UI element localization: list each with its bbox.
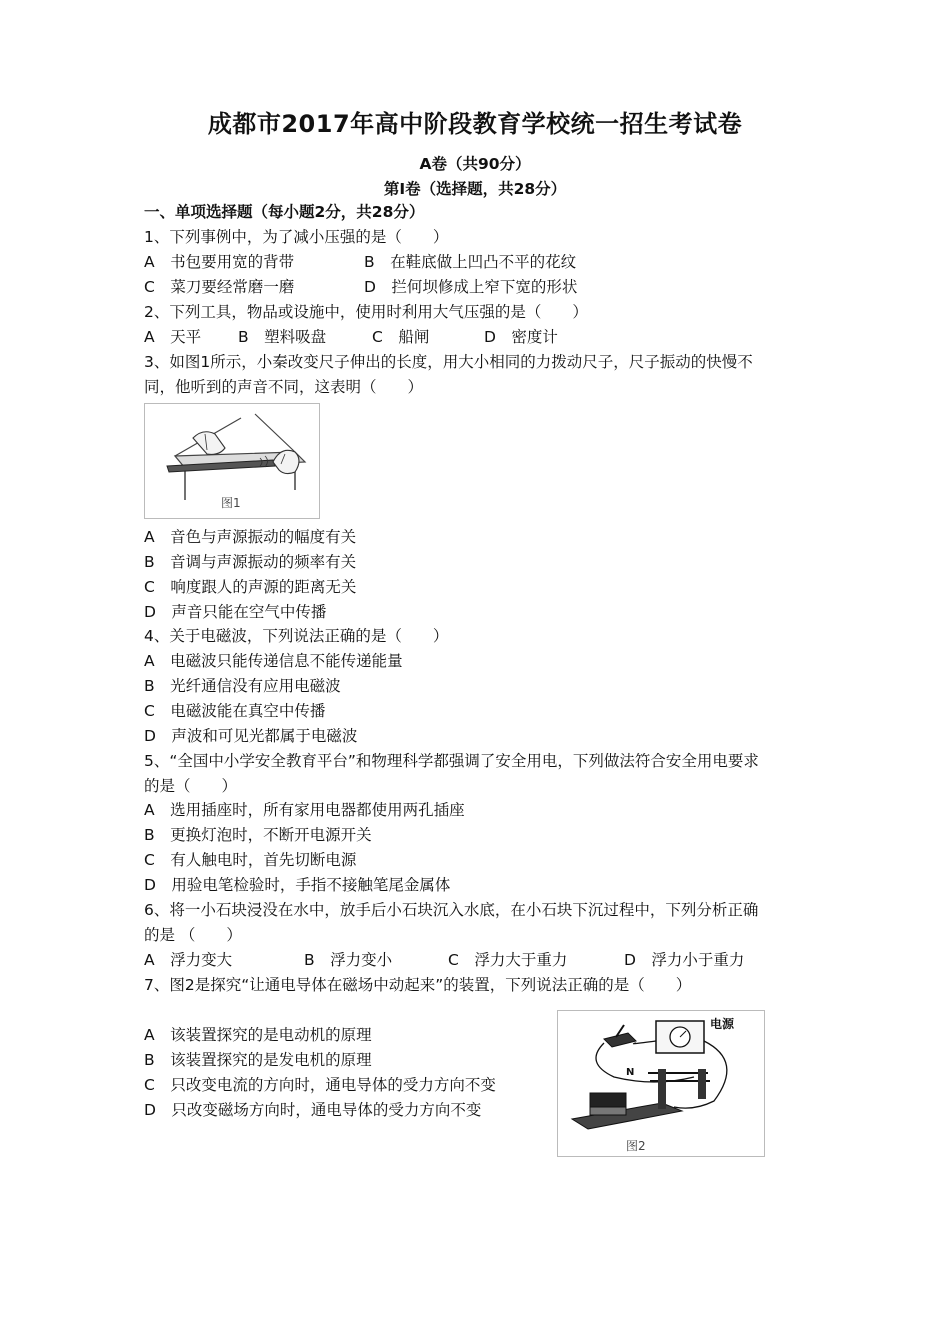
q2-stem: 2、下列工具，物品或设施中，使用时利用大气压强的是（ ） xyxy=(144,303,588,321)
q5-stem-line2: 的是（ ） xyxy=(144,777,238,795)
q3-option-a: A 音色与声源振动的幅度有关 xyxy=(144,528,357,546)
figure-2-power-label: 电源 xyxy=(710,1017,735,1031)
paper-a-heading: A卷（共90分） xyxy=(419,155,531,173)
q2-option-b: B 塑料吸盘 xyxy=(238,328,327,346)
q4-option-c: C 电磁波能在真空中传播 xyxy=(144,702,326,720)
q1-option-d: D 拦何坝修成上窄下宽的形状 xyxy=(364,278,578,296)
q5-stem-line1: 5、“全国中小学安全教育平台”和物理科学都强调了安全用电，下列做法符合安全用电要求 xyxy=(144,752,759,770)
q6-stem-line1: 6、将一小石块浸没在水中，放手后小石块沉入水底，在小石块下沉过程中，下列分析正确 xyxy=(144,901,759,919)
q4-stem: 4、关于电磁波，下列说法正确的是（ ） xyxy=(144,627,449,645)
motor-apparatus-illustration xyxy=(558,1011,764,1156)
figure-1-caption: 图1 xyxy=(221,496,241,510)
q2-option-d: D 密度计 xyxy=(484,328,558,346)
q1-option-c: C 菜刀要经常磨一磨 xyxy=(144,278,295,296)
q7-stem: 7、图2是探究“让通电导体在磁场中动起来”的装置，下列说法正确的是（ ） xyxy=(144,976,692,994)
q7-option-b: B 该装置探究的是发电机的原理 xyxy=(144,1051,372,1069)
q2-option-c: C 船闸 xyxy=(372,328,430,346)
q2-option-a: A 天平 xyxy=(144,328,202,346)
exam-title: 成都市2017年高中阶段教育学校统一招生考试卷 xyxy=(207,110,743,138)
q6-option-a: A 浮力变大 xyxy=(144,951,233,969)
q1-option-a: A 书包要用宽的背带 xyxy=(144,253,295,271)
q5-option-a: A 选用插座时，所有家用电器都使用两孔插座 xyxy=(144,801,465,819)
q5-option-c: C 有人触电时，首先切断电源 xyxy=(144,851,357,869)
q6-option-c: C 浮力大于重力 xyxy=(448,951,568,969)
q3-stem-line1: 3、如图1所示，小秦改变尺子伸出的长度，用大小相同的力拨动尺子，尺子振动的快慢不 xyxy=(144,353,753,371)
q6-option-b: B 浮力变小 xyxy=(304,951,393,969)
q4-option-d: D 声波和可见光都属于电磁波 xyxy=(144,727,358,745)
q4-option-a: A 电磁波只能传递信息不能传递能量 xyxy=(144,652,403,670)
q3-option-c: C 响度跟人的声源的距离无关 xyxy=(144,578,357,596)
q3-stem-line2: 同，他听到的声音不同，这表明（ ） xyxy=(144,378,424,396)
q1-stem: 1、下列事例中，为了减小压强的是（ ） xyxy=(144,228,449,246)
figure-2-caption: 图2 xyxy=(626,1139,646,1153)
q1-option-b: B 在鞋底做上凹凸不平的花纹 xyxy=(364,253,577,271)
q5-option-d: D 用验电笔检验时，手指不接触笔尾金属体 xyxy=(144,876,451,894)
figure-2-motor-apparatus xyxy=(557,1010,765,1157)
q7-option-c: C 只改变电流的方向时，通电导体的受力方向不变 xyxy=(144,1076,496,1094)
q4-option-b: B 光纤通信没有应用电磁波 xyxy=(144,677,341,695)
figure-2-north-label: N xyxy=(626,1067,635,1078)
q5-option-b: B 更换灯泡时，不断开电源开关 xyxy=(144,826,372,844)
part1-heading: 第Ⅰ卷（选择题，共28分） xyxy=(383,180,567,198)
q7-option-d: D 只改变磁场方向时，通电导体的受力方向不变 xyxy=(144,1101,482,1119)
q6-option-d: D 浮力小于重力 xyxy=(624,951,745,969)
q6-stem-line2: 的是 （ ） xyxy=(144,926,242,944)
figure-1-ruler xyxy=(144,403,320,519)
q7-option-a: A 该装置探究的是电动机的原理 xyxy=(144,1026,372,1044)
section1-heading: 一、单项选择题（每小题2分，共28分） xyxy=(144,203,425,221)
q3-option-d: D 声音只能在空气中传播 xyxy=(144,603,327,621)
q3-option-b: B 音调与声源振动的频率有关 xyxy=(144,553,357,571)
